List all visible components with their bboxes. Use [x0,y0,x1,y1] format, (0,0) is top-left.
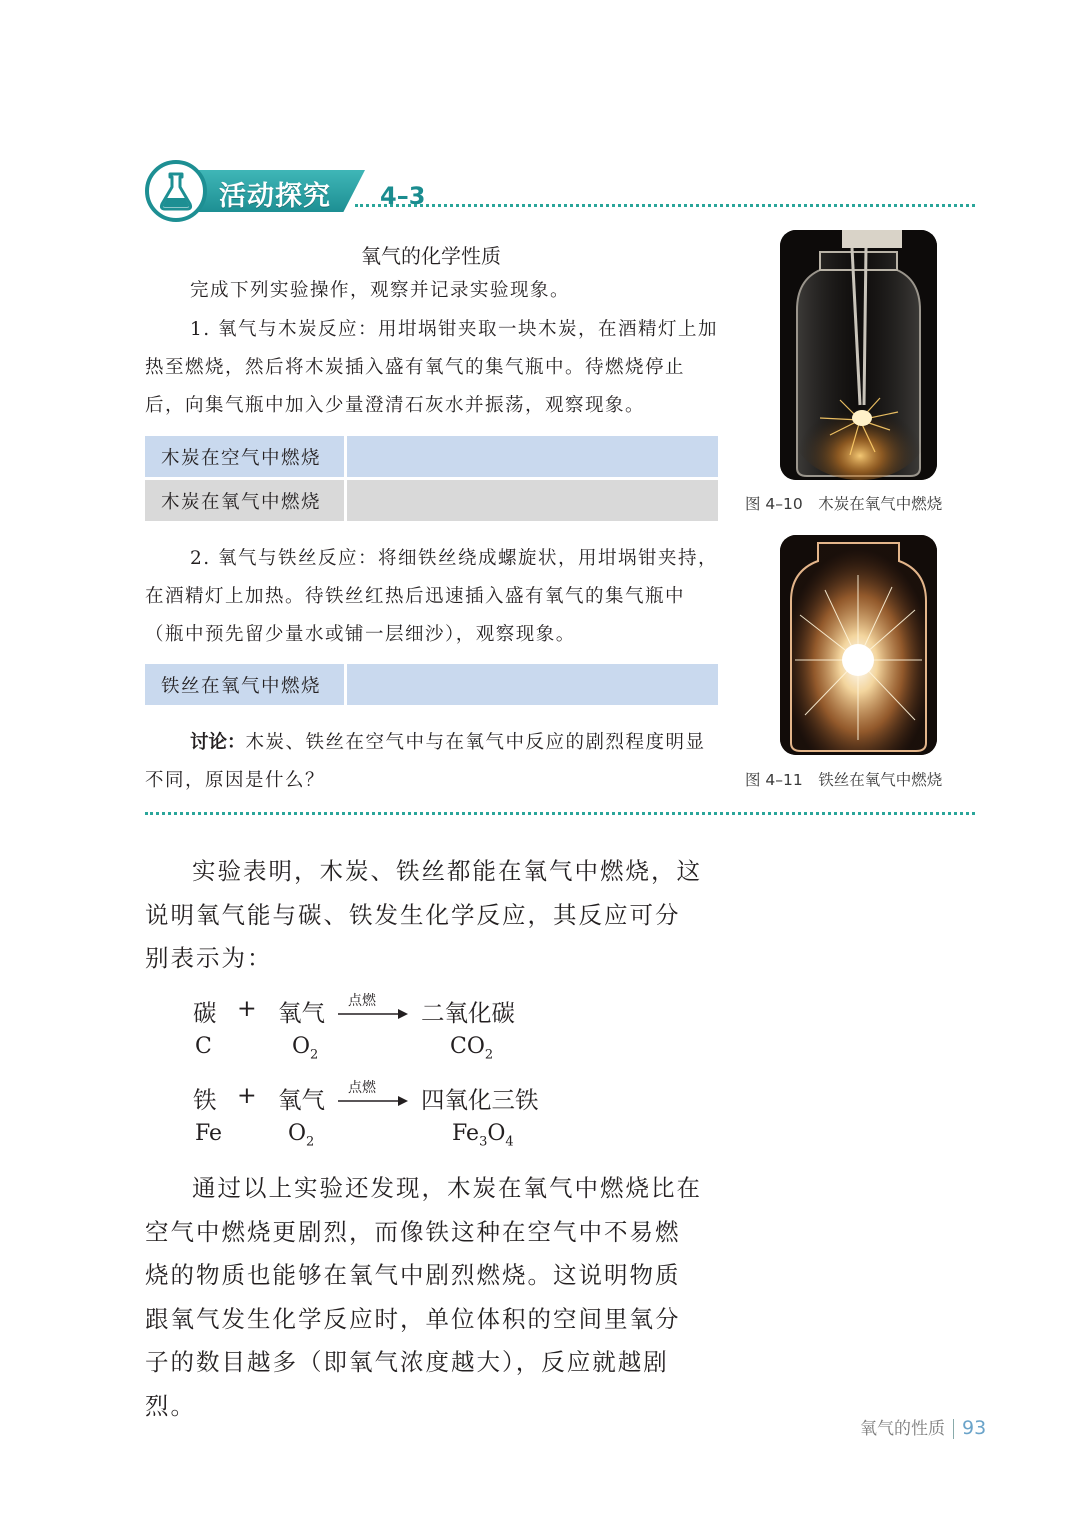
figure-caption: 图 4–11 铁丝在氧气中燃烧 [745,771,943,789]
reactant-1: 铁 [193,1086,217,1114]
banner-label: 活动探究 [219,181,331,212]
product: 二氧化碳 [421,999,515,1027]
record-table-iron [145,664,718,708]
formula-reactant-2: $O_2$ [288,1121,315,1150]
formula-product: $CO_2$ [450,1034,494,1063]
reaction-arrow-icon [338,1095,410,1107]
reactant-1: 碳 [193,999,217,1027]
activity-title: 氧气的化学性质 [361,244,501,268]
formula-reactant-1: C [195,1034,212,1059]
table-row [145,436,718,479]
activity-step-2: 2. 氧气与铁丝反应：将细铁丝绕成螺旋状，用坩埚钳夹持，在酒精灯上加热。待铁丝红热后迅速插入盛有氧气的集气瓶中（瓶中预先留少量水或铺一层细沙），观察现象。 [145,548,719,645]
plus-sign: + [237,1081,257,1109]
formula-reactant-2: $O_2$ [292,1034,319,1063]
table-label: 木炭在氧气中燃烧 [145,479,346,523]
body-paragraph-1: 实验表明，木炭、铁丝都能在氧气中燃烧，这说明氧气能与碳、铁发生化学反应，其反应可分别表示为： [145,857,702,972]
discussion [145,724,720,800]
table-label: 铁丝在氧气中燃烧 [145,664,346,707]
table-answer-cell [346,479,719,523]
record-table-charcoal [145,436,718,524]
reaction-condition: 点燃 [348,993,376,1009]
photo-iron-burning [780,535,937,755]
formula-reactant-1: Fe [195,1121,223,1146]
table-row [145,664,718,707]
activity-banner [145,160,370,222]
table-label: 木炭在空气中燃烧 [145,436,346,479]
page-footer [860,1414,986,1439]
body-paragraph-2: 通过以上实验还发现，木炭在氧气中燃烧比在空气中燃烧更剧烈，而像铁这种在空气中不易燃烧的物质也能够在氧气中剧烈燃烧。这说明物质跟氧气发生化学反应时，单位体积的空间里氧分子的数目越多（即氧气浓度越大），反应就越剧烈。 [145,1174,702,1420]
discussion-text: 木炭、铁丝在空气中与在氧气中反应的剧烈程度明显不同，原因是什么？ [145,732,706,791]
reaction-arrow-icon [338,1008,410,1020]
table-answer-cell [346,664,719,707]
reactant-2: 氧气 [278,999,325,1027]
plus-sign: + [237,994,257,1022]
equation-iron [145,1077,705,1150]
activity-number: 4–3 [380,182,426,210]
flask-icon [145,160,207,222]
formula-product: $Fe_3O_4$ [452,1121,514,1150]
discussion-label: 讨论： [190,732,246,753]
reaction-condition: 点燃 [348,1080,376,1096]
reactant-2: 氧气 [278,1086,325,1114]
footer-section-name: 氧气的性质 [860,1419,945,1439]
table-row [145,479,718,523]
photo-charcoal-burning [780,230,937,480]
divider-dotted-top [355,204,975,207]
product: 四氧化三铁 [421,1086,539,1114]
activity-intro: 完成下列实验操作，观察并记录实验现象。 [190,280,571,301]
footer-divider [953,1419,954,1439]
activity-step-1: 1. 氧气与木炭反应：用坩埚钳夹取一块木炭，在酒精灯上加热至燃烧，然后将木炭插入盛有氧气的集气瓶中。待燃烧停止后，向集气瓶中加入少量澄清石灰水并振荡，观察现象。 [145,319,719,416]
equation-carbon [145,990,705,1063]
divider-dotted-bottom [145,812,975,815]
figure-caption: 图 4–10 木炭在氧气中燃烧 [745,495,943,513]
page-number: 93 [962,1417,987,1439]
table-answer-cell [346,436,719,479]
